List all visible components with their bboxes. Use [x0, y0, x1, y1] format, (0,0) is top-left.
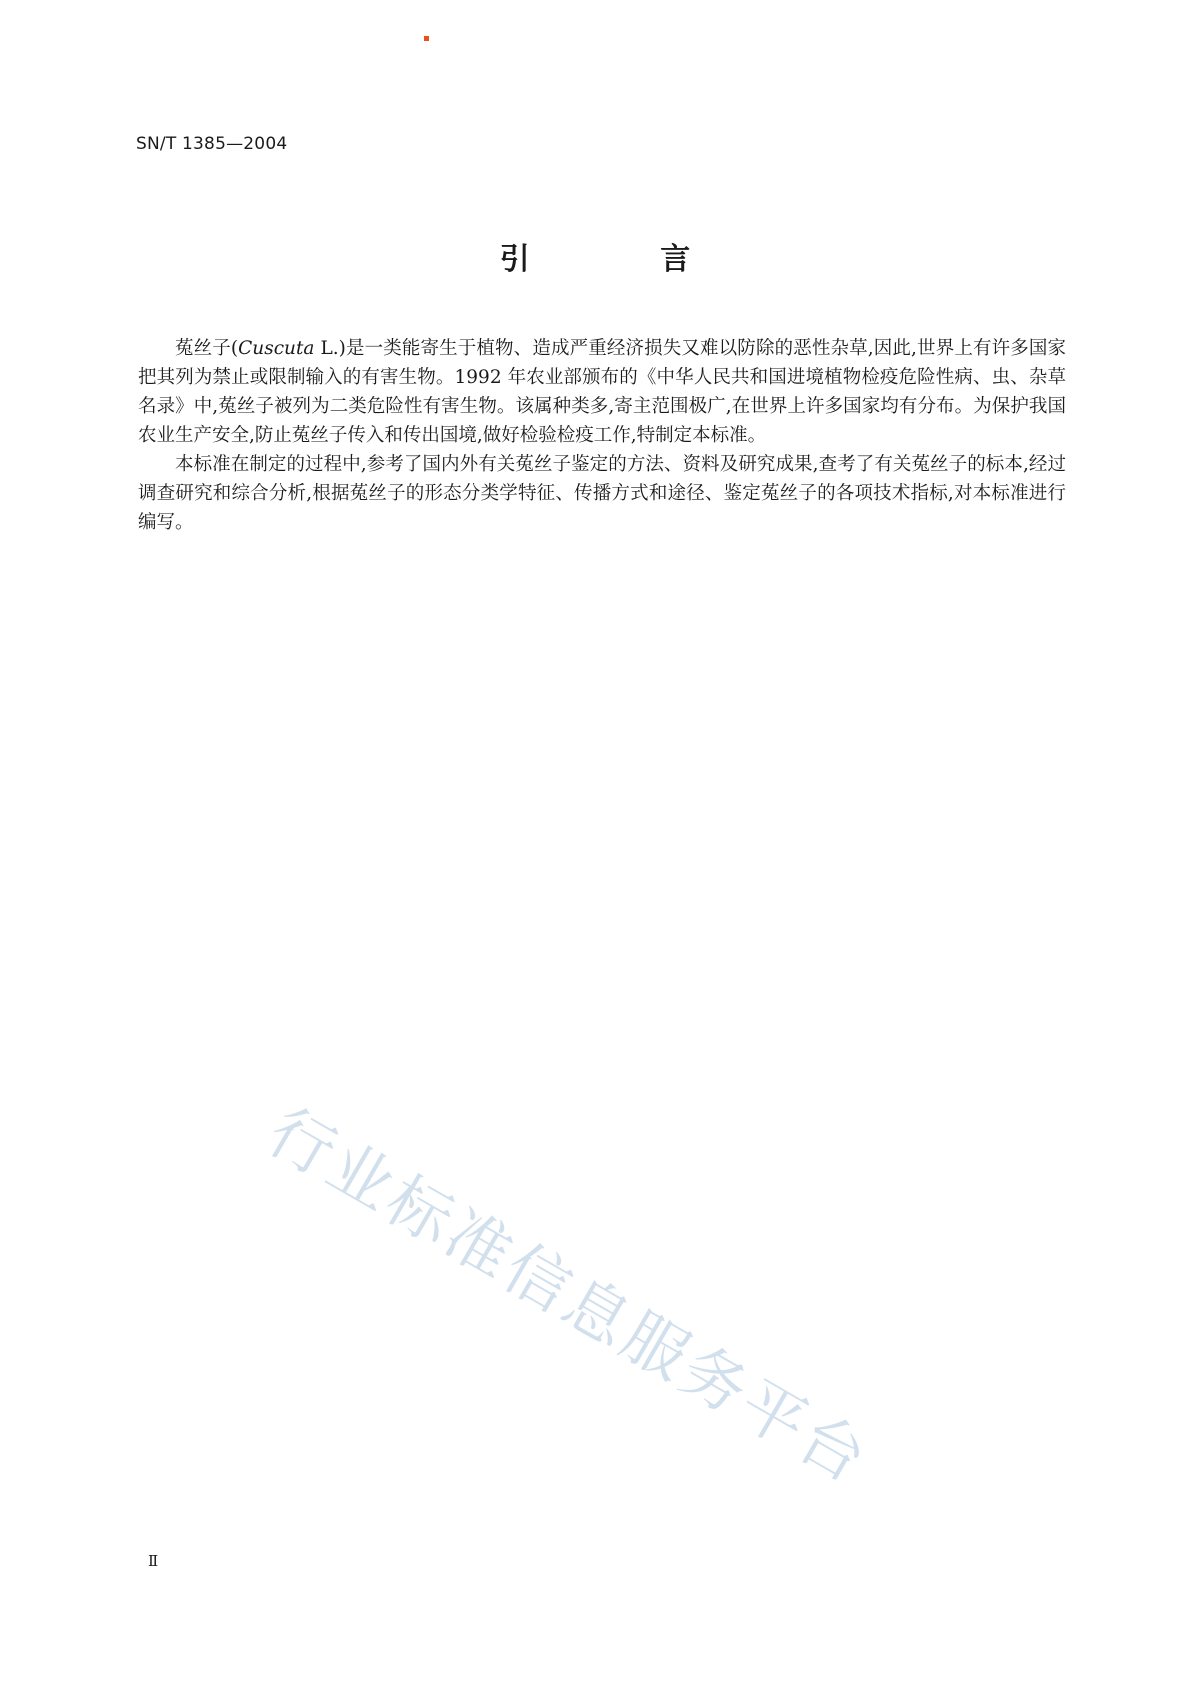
paragraph-1-rest: L.)是一类能寄生于植物、造成严重经济损失又难以防除的恶性杂草,因此,世界上有许多国家把其列为禁止或限制输入的有害生物。1992 年农业部颁布的《中华人民共和国进境植物检疫危险性病、虫、杂草名录》中,菟丝子被列为二类危险性有害生物。该属种类多,寄主范围极广,在世界上许多国家均有分布。为保护我国农业生产安全,防止菟丝子传入和传出国境,做好检验检疫工作,特制定本标准。	[138, 338, 1066, 446]
standard-number: SN/T 1385—2004	[136, 134, 288, 154]
body-text	[138, 334, 1066, 537]
watermark: 行业标准信息服务平台	[255, 1094, 882, 1500]
paragraph-1	[138, 334, 1066, 450]
paragraph-1-start: 菟丝子(	[175, 338, 239, 359]
section-title: 引 言	[499, 242, 751, 277]
paragraph-2: 本标准在制定的过程中,参考了国内外有关菟丝子鉴定的方法、资料及研究成果,查考了有关菟丝子的标本,经过调查研究和综合分析,根据菟丝子的形态分类学特征、传播方式和途径、鉴定菟丝子的各项技术指标,对本标准进行编写。	[138, 454, 1066, 533]
page-number: Ⅱ	[148, 1552, 159, 1570]
color-mark	[424, 36, 429, 41]
genus-name-italic: Cuscuta	[238, 338, 315, 359]
